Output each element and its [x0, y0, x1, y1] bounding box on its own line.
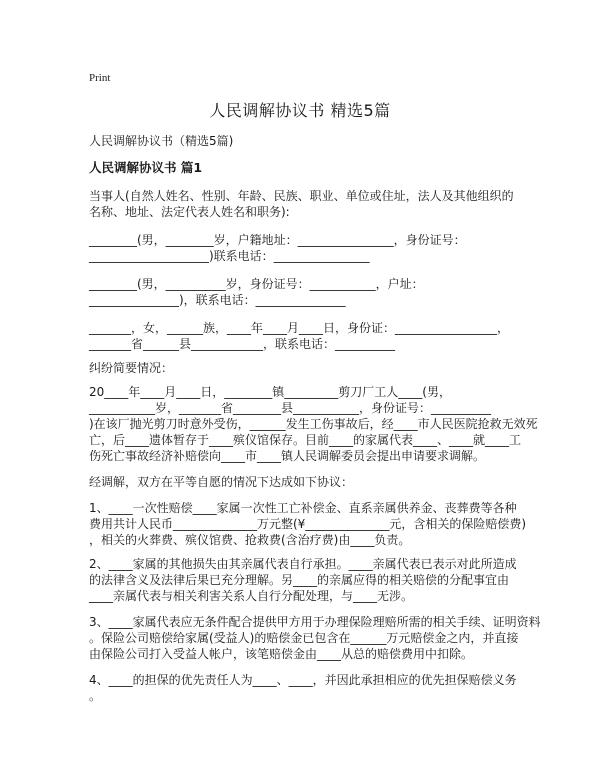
paragraph-line: ___________岁，_______省________县___________，身份证号：__________	[89, 401, 492, 415]
paragraph-line: 由保险公司打入受益人帐户，该笔赔偿金由____从总的赔偿费用中扣除。	[89, 647, 474, 661]
paragraph-line: ，相关的火葬费、殡仪馆费、抢救费(含治疗费)由____负责。	[89, 533, 411, 547]
paragraph-line: 费用共计人民币______________万元整(¥______________元，含相关的保险赔偿费)	[89, 517, 526, 531]
paragraph-line: 4、____的担保的优先责任人为____、____，并因此承担相应的优先担保赔偿义务	[89, 673, 517, 687]
paragraph-line: 3、____家属代表应无条件配合提供甲方用于办理保险理赔所需的相关手续、证明资料	[89, 615, 541, 629]
paragraph-line: 。	[89, 689, 102, 703]
paragraph-line: 伤死亡事故经济补赔偿向____市____镇人民调解委员会提出申请要求调解。	[89, 449, 486, 463]
paragraph-line: 1、____一次性赔偿____家属一次性工亡补偿金、直系亲属供养金、丧葬费等各种	[89, 501, 517, 515]
paragraph-line: 纠纷简要情况：	[89, 361, 174, 375]
paragraph-line: 。保险公司赔偿给家属(受益人)的赔偿金已包含在______万元赔偿金之内，并直接	[89, 631, 519, 645]
paragraph-line: 名称、地址、法定代表人姓名和职务):	[89, 205, 290, 219]
paragraph-line: 当事人(自然人姓名、性别、年龄、民族、职业、单位或住址，法人及其他组织的	[89, 189, 514, 203]
document-subtitle: 人民调解协议书（精选5篇)	[89, 134, 234, 148]
paragraph-line: 2、____家属的其他损失由其亲属代表自行承担。____亲属代表已表示对此所造成	[89, 557, 517, 571]
paragraph-line: ____________________)联系电话：________________	[89, 249, 370, 263]
paragraph-line: _______________)，联系电话：_______________	[89, 293, 346, 307]
paragraph-line: ________(男，__________岁，身份证号：___________，户址：	[89, 277, 424, 291]
paragraph-line: )在该厂抛光剪刀时意外受伤，______发生工伤事故后，经____市人民医院抢救无效死	[89, 417, 538, 431]
print-label[interactable]: Print	[89, 72, 111, 84]
paragraph-line: 20____年____月____日，________镇_________剪刀厂工人____(男，	[89, 385, 451, 399]
paragraph-line: 经调解，双方在平等自愿的情况下达成如下协议：	[89, 475, 354, 489]
page-title: 人民调解协议书 精选5篇	[209, 101, 391, 120]
paragraph-line: ____亲属代表与相关利害关系人自行分配处理，与____无涉。	[89, 589, 414, 603]
paragraph-line: ________(男，________岁，户籍地址：________________，身份证号：	[89, 233, 466, 247]
section-heading: 人民调解协议书 篇1	[89, 160, 203, 175]
paragraph-line: 亡，后____遗体暂存于____殡仪馆保存。目前____的家属代表____、____就____工	[89, 433, 522, 447]
paragraph-line: _______，女，______族，____年____月____日，身份证：_________________，	[89, 321, 510, 335]
paragraph-line: 的法律含义及法律后果已充分理解。另____的亲属应得的相关赔偿的分配事宜由	[89, 573, 510, 587]
paragraph-line: _______省______县____________，联系电话：__________	[89, 337, 396, 351]
